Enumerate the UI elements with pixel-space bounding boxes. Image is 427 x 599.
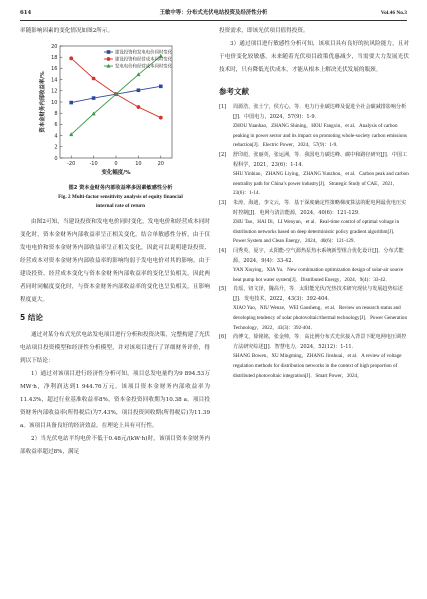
conclusion-item-2: 2）当光伏电站平均电价不低于0.48元/(kW·h)时，该项目资本金财务内部收益率超过8%，满足: [20, 436, 210, 455]
reference-item: [219, 199, 409, 247]
reference-en: XIAO Yao，NIU Wenze，WEI Gaosheng，et al．Review on research status and developing tendency of solar photovoltaic/thermal technology[J]．Power Generation Technology，2022，43(3)：392-404．: [233, 305, 407, 331]
series-point: [92, 77, 96, 81]
reference-en: YAN Xiuying，XIA Yu．New combination optimization design of solar-air source heat pump hot water system[J]．Distributed Energy，2024，9(4)：33-42．: [233, 267, 404, 283]
reference-number: [2]: [219, 151, 227, 158]
reference-cn: 朱涛，海迪，李文云，等．基于深度确定性策略梯度算法的配电网最优电压实时控制[J]．电网与清洁能源，2024，40(6)：121-129．: [233, 199, 407, 216]
reference-item: [219, 333, 409, 381]
series-point: [69, 56, 73, 60]
reference-cn: 闫秀英，夏宇，太阳能-空气源热泵热水系统新型组合优化设计[J]．分布式能源，2024，9(4)：33-42．: [233, 247, 404, 264]
left-column: [20, 25, 210, 459]
reference-cn: 肖瑶，钮文泽，魏高升，等．太阳能光伏/光热技术研究现状与发展趋势综述[J]．发电技术，2022，43(3)：392-404．: [233, 286, 403, 302]
y-tick-label: 14: [51, 77, 58, 84]
reference-en: ZHU Tao，HAI Di，LI Wenyun，et al．Real-time control of optimal voltage in distribution networks based on deep deterministic policy gradient algorithm[J]．Power System and Clean Energy，2024，40(6)：121-129．: [233, 219, 400, 245]
reference-number: [1]: [219, 104, 227, 110]
header-rule: [20, 20, 407, 21]
y-tick-label: 6: [54, 122, 58, 129]
reference-list: [219, 103, 409, 381]
y-tick-label: 18: [51, 55, 58, 61]
series-point: [69, 101, 73, 105]
y-axis-label: 资本金财务内部收益率/%: [40, 71, 46, 133]
right-column: [219, 25, 409, 381]
x-axis-label: 变化幅度/%: [101, 170, 131, 176]
reference-en: SHU Yinbiao，ZHANG Liying，ZHANG Yunzhou，et al．Carbon peak and carbon neutrality path for China’s power industry[J]．Strategic Study of CAE，2021，23(6)：1-14．: [233, 171, 409, 197]
x-tick-label: 20: [157, 161, 164, 167]
reference-en: SHANG Bowen，XU Mingming，ZHANG Jinshuai，et al．A review of voltage regulation methods for distribution networks in the context of high proportion of distributed photovoltaic integration[J]．Smart Power，2024，: [233, 353, 402, 379]
continued-line: 投资需求，即该光伏项目值得投资。: [219, 28, 309, 34]
sensitivity-chart: [20, 40, 210, 184]
reference-number: [3]: [219, 199, 227, 206]
reference-cn: 周源浩，张士宁，侯方心，等．电力行业碳达峰及促进全社会碳减排影响分析[J]．中国电力，2024，57(9)：1-9．: [233, 104, 407, 120]
running-header: [20, 7, 407, 19]
reference-en: ZHOU Yuanhao，ZHANG Shining，HOU Fangxin，et al．Analysis of carbon peaking in power sector and its impact on promoting whole-society carbon emissions reduction[J]．Electric Power，2024，57(9)：1-9．: [233, 123, 407, 149]
series-point: [159, 85, 163, 89]
conclusion-item-1: 1）通过对该项目进行经济性分析可知，项目总发电量约为9 894.53万MW·h，净利润达到1 944.76万元。该项目资本金财务内部收益率为11.43%，超过行业基准收益率8%，资本金投资回收期为10.38 a。项目投资财务内部收益率(所得税后)为7.43%，项目投资回收期(所得税后)为11.39 a。该项目具备良好的经济效益，在理论上具有可行性。: [20, 371, 210, 429]
legend-label: 建设投资和经营成本同时变化: [115, 57, 173, 63]
figure-caption-en-2: internal rate of return: [95, 203, 146, 209]
y-tick-label: 16: [51, 66, 58, 73]
series-point: [107, 50, 111, 54]
x-tick-label: 0: [114, 161, 118, 167]
series-point: [92, 96, 96, 100]
figure-caption-cn: 图2 资本金财务内部收益率多因素敏感性分析: [68, 185, 173, 191]
page-number: 614: [20, 10, 32, 16]
reference-number: [5]: [219, 286, 227, 293]
y-tick-label: 20: [51, 43, 58, 50]
section-title-conclusion: 5 结论: [20, 313, 43, 322]
chart-svg: [20, 40, 210, 184]
reference-item: [219, 103, 409, 151]
reference-cn: 尚博文，徐铭铭，张金帅，等．高比例分布式光伏接入背景下配电网电压调控方法研究综述[J]．智慧电力，2024，52(12)：1-11．: [233, 334, 407, 350]
y-tick-label: 12: [51, 88, 58, 95]
y-tick-label: 4: [54, 133, 58, 140]
reference-item: [219, 151, 409, 199]
figure-caption-en-1: Fig. 2 Multi-factor sensitivity analysis of equity financial: [58, 194, 183, 200]
series-point: [159, 116, 163, 120]
volume-label: Vol.46 No.3: [380, 10, 407, 16]
references-title: 参考文献: [219, 87, 249, 96]
y-tick-label: 8: [54, 111, 58, 117]
x-tick-label: -10: [89, 161, 98, 167]
figure-analysis-paragraph: 由图2可知，当建设投资和发电电价同时变化，发电电价和经营成本同时变化时，资本金财务内部收益率呈正相关变化。结合单敏感性分析，由于仅发电电价和资本金财务内部收益率呈正相关变化，因此可以说明建设投资、经营成本对资本金财务内部收益率的影响均弱于发电电价对其的影响。由于建设投资、经营成本变化与资本金财务内部收益率的变化呈负相关，因此两者同时同幅度变化时，与资本金财务内部收益率的变化也呈负相关，且影响程度更大。: [20, 219, 210, 303]
journal-title: 王敏中等：分布式光伏电站投资及经济性分析: [159, 10, 268, 16]
conclusion-intro: 通过对某分布式光伏电站发电项目进行分析和投资决策，完整构建了光伏电站项目投资模型和经济性分析模型，并对该项目进行了详细财务评价，得到以下结论：: [20, 332, 211, 364]
y-tick-label: 0: [54, 155, 58, 162]
y-tick-label: 2: [54, 144, 58, 151]
reference-number: [4]: [219, 247, 227, 254]
reference-cn: 舒印彪，张丽英，张运洲，等．我国电力碳达峰、碳中和路径研究[J]．中国工程科学，2021，23(6)：1-14．: [233, 151, 408, 168]
x-tick-label: -20: [67, 161, 76, 167]
intro-line: 率随影响因素的变化情况如图2所示。: [20, 28, 114, 34]
legend-label: 建设投资和发电电价同时变化: [115, 50, 173, 56]
series-point: [137, 88, 141, 92]
y-tick-label: 10: [51, 99, 58, 106]
reference-item: [219, 285, 409, 333]
x-tick-label: 10: [135, 161, 142, 167]
series-point: [137, 105, 141, 109]
reference-item: [219, 247, 409, 285]
series-point: [107, 57, 111, 61]
reference-number: [6]: [219, 334, 227, 341]
legend-label: 发电电价和经营成本同时变化: [115, 64, 173, 70]
conclusion-item-3: 3）通过项目进行敏感性分析可知，该项目具有良好的抗风险能力，且对于电价变化较敏感。未来随着光伏项目政策优惠减少，当需要大力发展光伏技术时，只有降低光伏成本，才能从根本上解决光伏发展的瓶颈。: [219, 41, 409, 73]
